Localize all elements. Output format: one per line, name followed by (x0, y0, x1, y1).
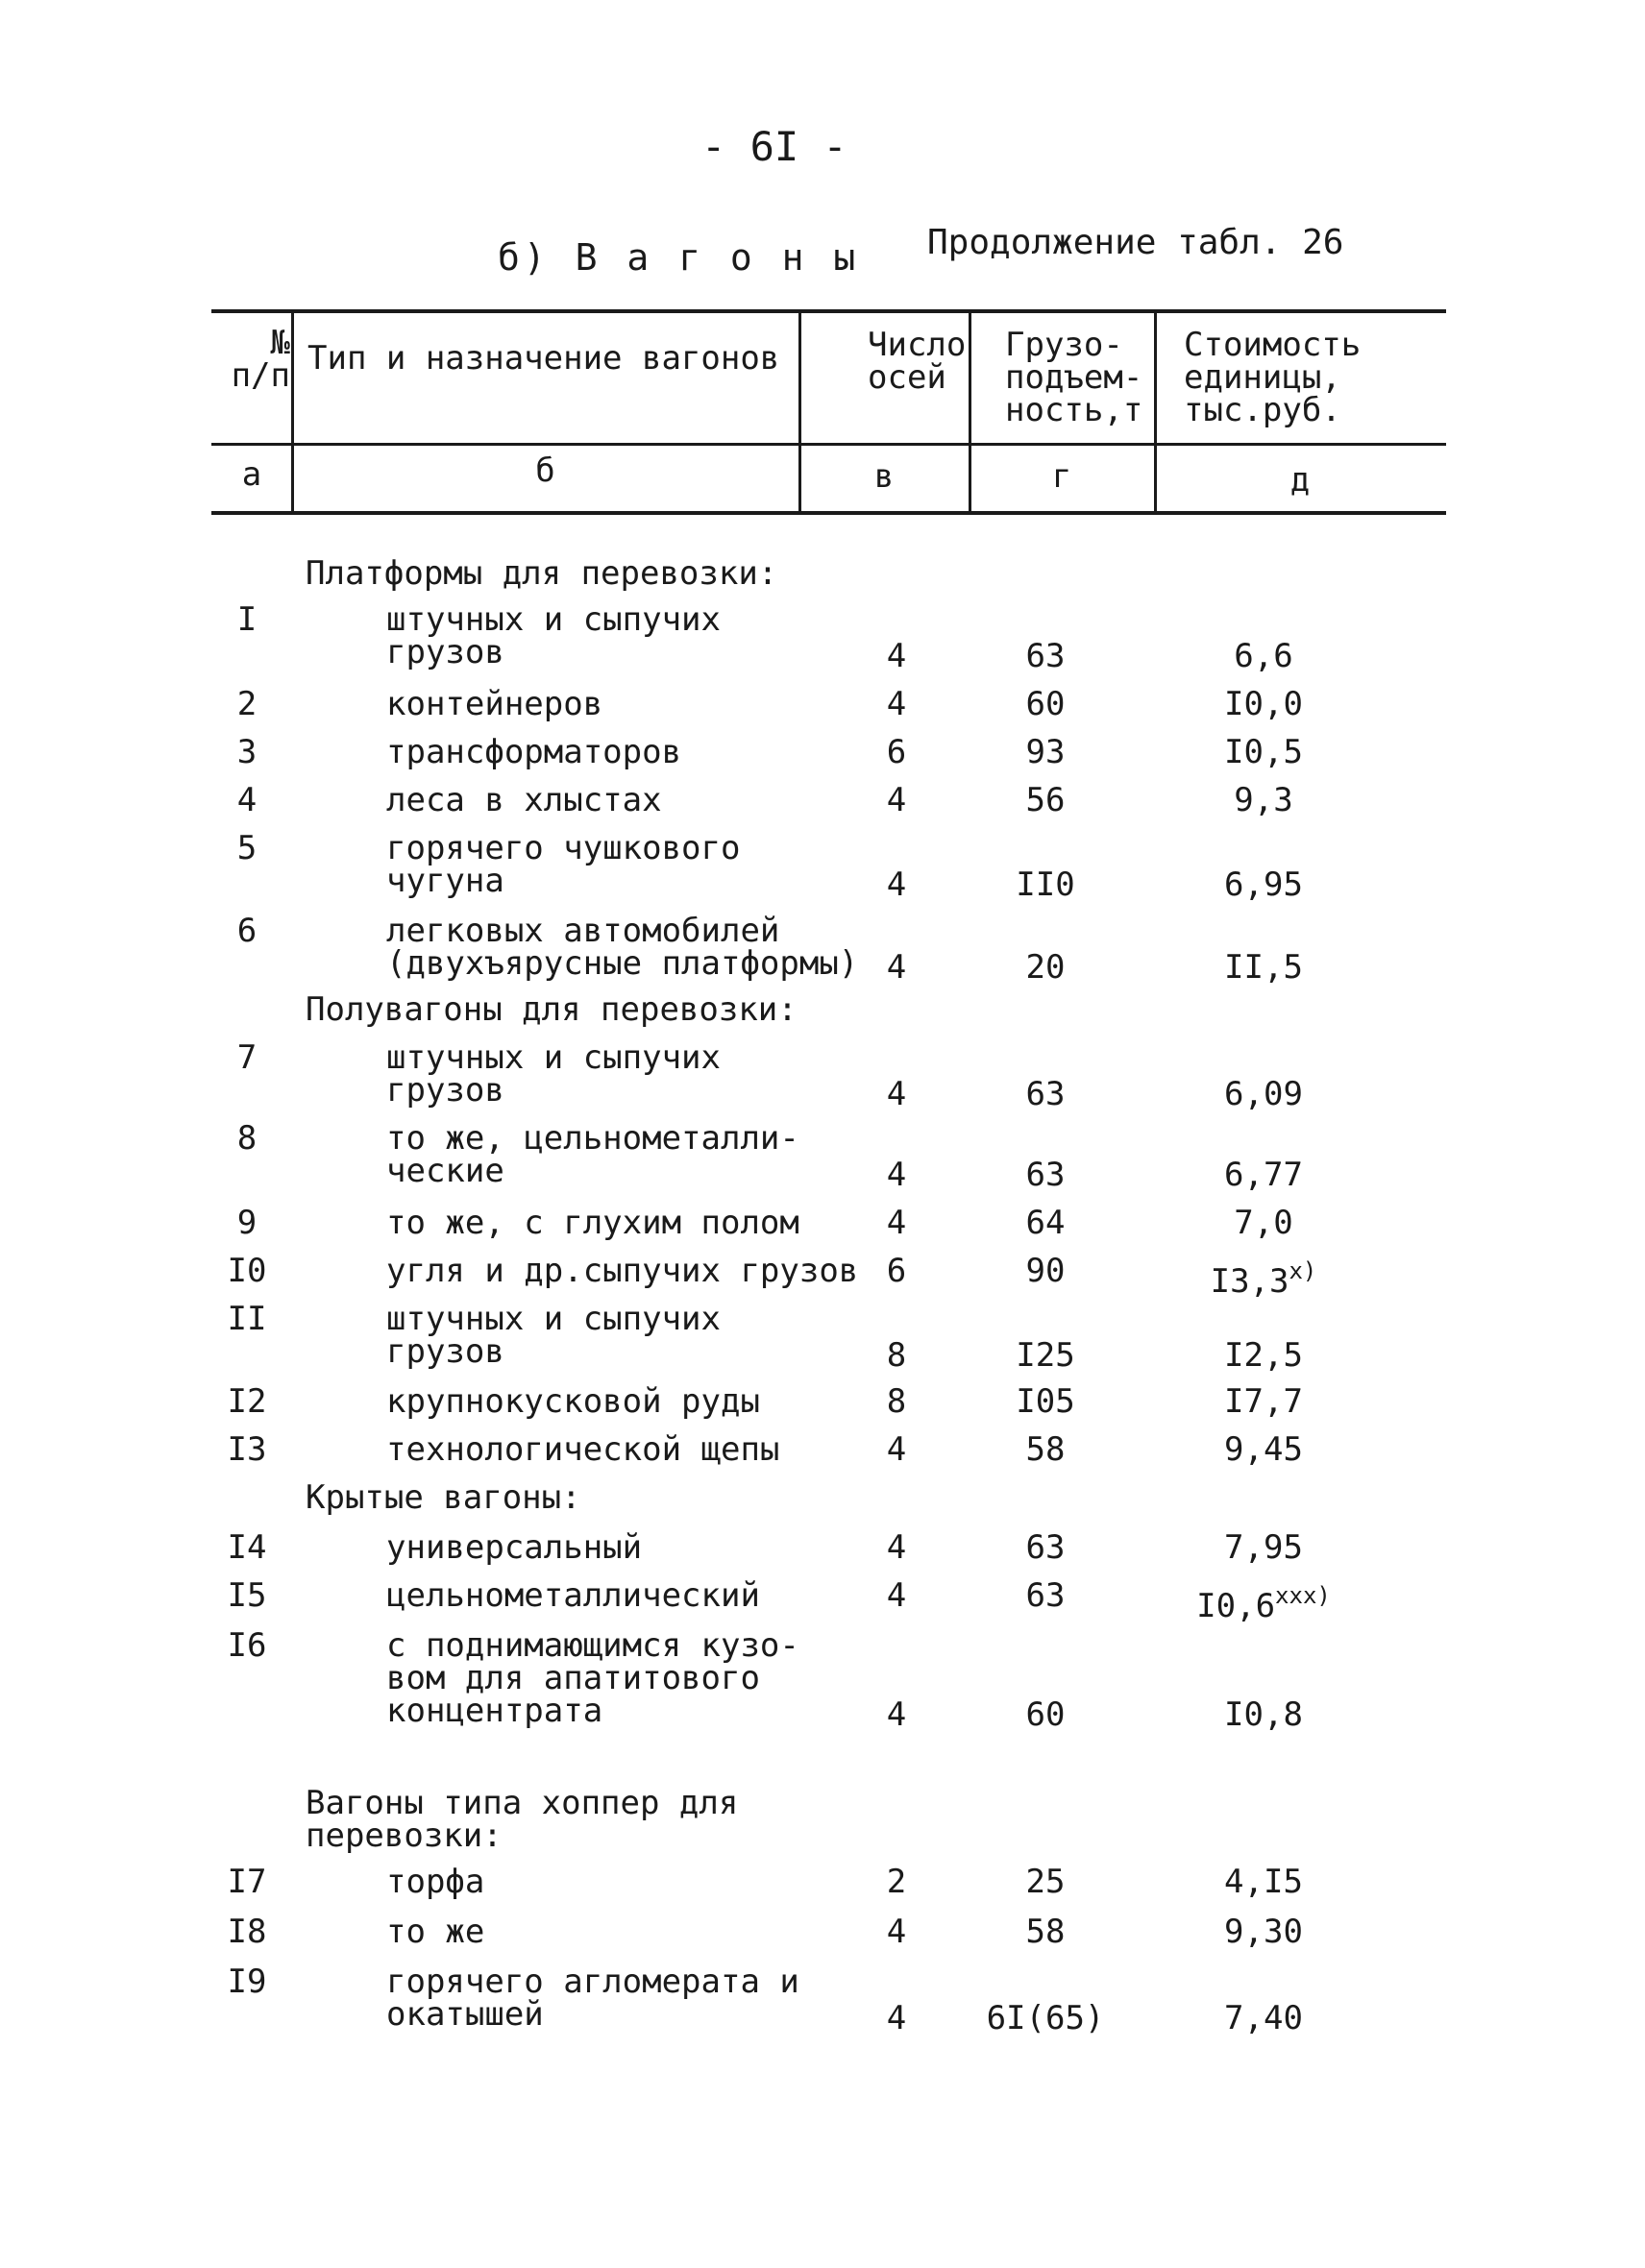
col-letter-a: а (241, 455, 262, 494)
table-subtitle: б) В а г о н ы (498, 236, 860, 279)
section-heading-hopper-wagons: Вагоны типа хоппер для перевозки: (306, 1784, 739, 1855)
col-letter-v: в (873, 457, 895, 496)
col-letter-g: г (1051, 457, 1072, 496)
header-capacity: Грузо- подъем- ность,т (1005, 326, 1143, 429)
page-number: - 6I - (701, 123, 847, 170)
footnote-mark: xxx) (1275, 1582, 1331, 1609)
section-heading-platforms: Платформы для перевозки: (306, 554, 778, 593)
header-axles: Число осей (868, 326, 967, 397)
header-type: Тип и назначение вагонов (307, 339, 780, 378)
header-number: № п/п (231, 324, 290, 395)
header-cost: Стоимость единицы, тыс.руб. (1184, 326, 1362, 429)
table-top-rule (211, 309, 1446, 313)
table-continuation-label: Продолжение табл. 26 (927, 223, 1344, 262)
header-divider-rule (211, 443, 1446, 446)
letters-bottom-rule (211, 511, 1446, 515)
col-letter-d: д (1289, 461, 1311, 500)
footnote-mark: x) (1289, 1257, 1317, 1284)
section-heading-covered-wagons: Крытые вагоны: (306, 1478, 581, 1517)
section-heading-gondolas: Полувагоны для перевозки: (306, 990, 798, 1029)
col-letter-b: б (535, 451, 555, 490)
